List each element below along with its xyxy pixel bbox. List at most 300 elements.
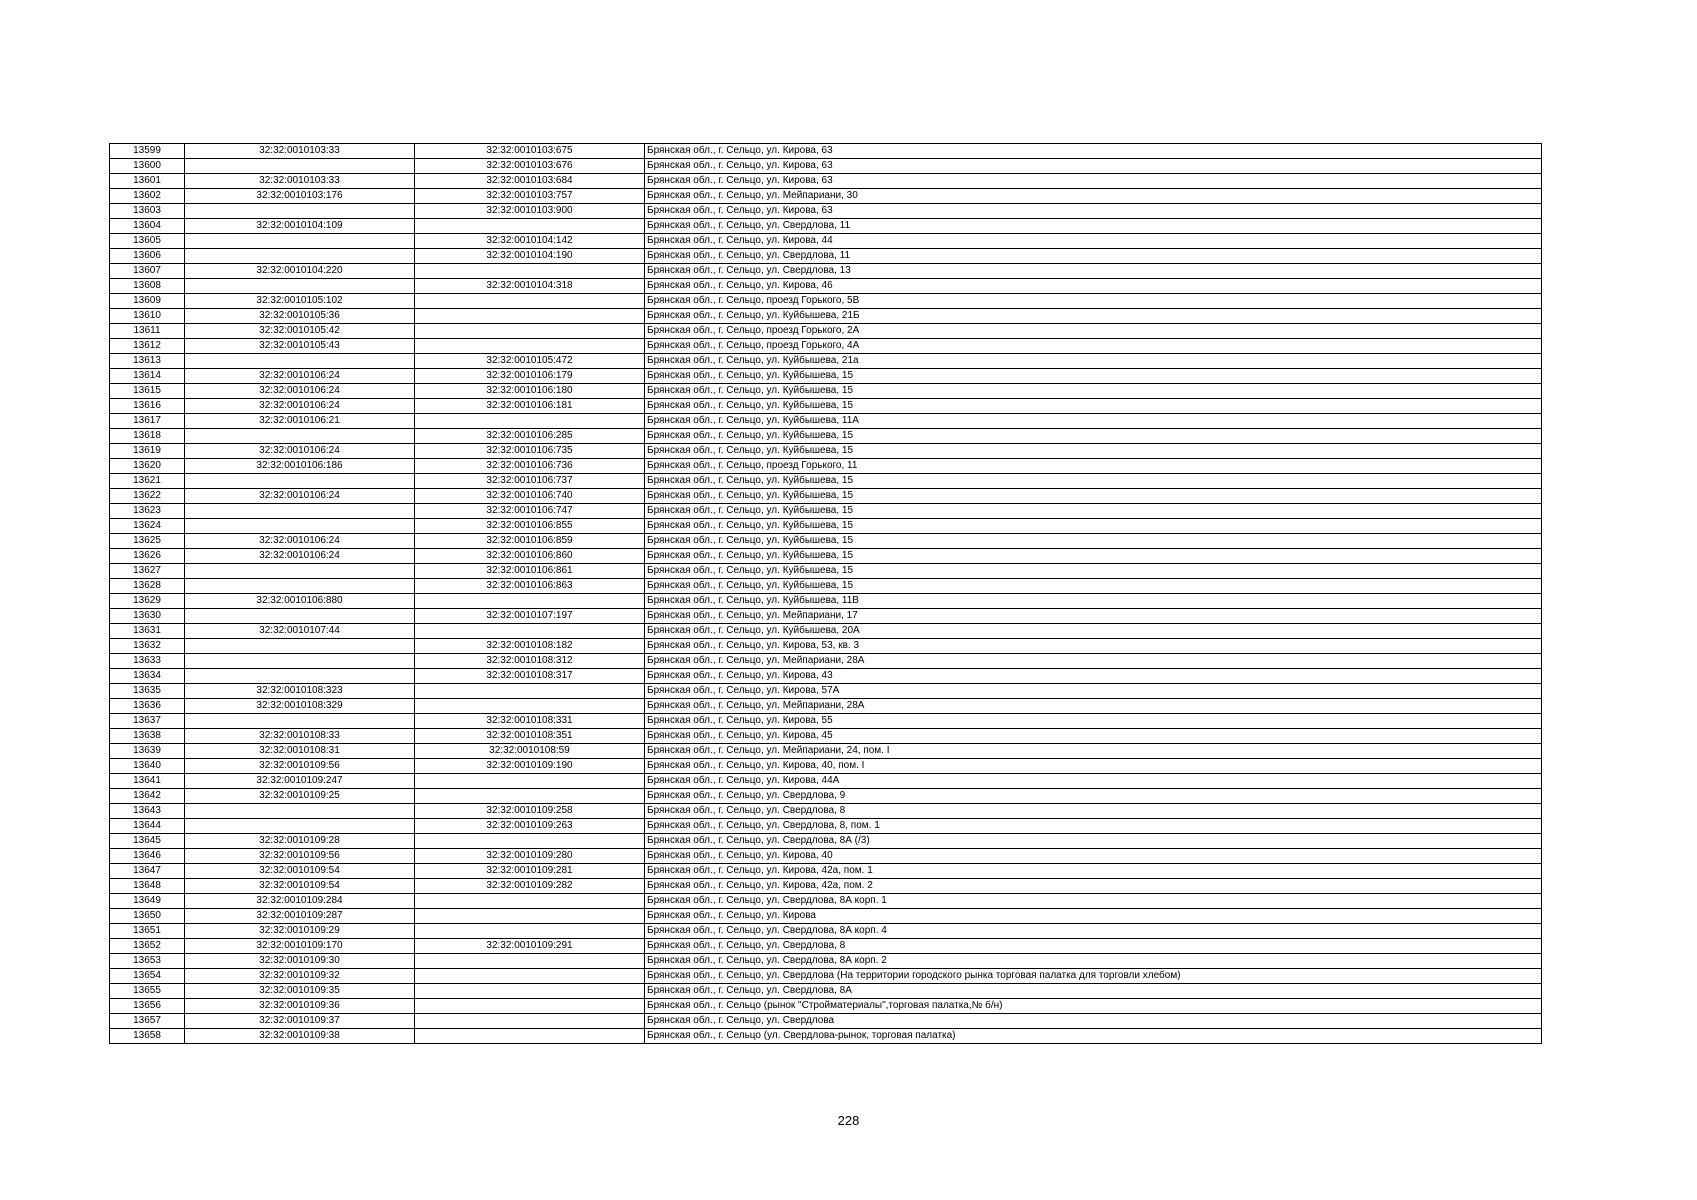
parcel-cadastral-cell: 32:32:0010108:33 [185,729,415,744]
object-cadastral-cell: 32:32:0010109:263 [415,819,645,834]
address-cell: Брянская обл., г. Сельцо, ул. Куйбышева, 15 [645,474,1542,489]
address-cell: Брянская обл., г. Сельцо, ул. Куйбышева, 15 [645,579,1542,594]
table-row [110,429,1542,444]
object-cadastral-cell [415,999,645,1014]
table-row [110,924,1542,939]
parcel-cadastral-cell [185,609,415,624]
row-number-cell: 13647 [110,864,185,879]
address-cell: Брянская обл., г. Сельцо, ул. Свердлова, 8А корп. 1 [645,894,1542,909]
object-cadastral-cell [415,684,645,699]
parcel-cadastral-cell: 32:32:0010109:36 [185,999,415,1014]
object-cadastral-cell [415,789,645,804]
row-number-cell: 13638 [110,729,185,744]
row-number-cell: 13640 [110,759,185,774]
parcel-cadastral-cell: 32:32:0010103:33 [185,144,415,159]
object-cadastral-cell: 32:32:0010109:281 [415,864,645,879]
object-cadastral-cell [415,219,645,234]
row-number-cell: 13637 [110,714,185,729]
object-cadastral-cell: 32:32:0010108:312 [415,654,645,669]
object-cadastral-cell: 32:32:0010109:282 [415,879,645,894]
object-cadastral-cell: 32:32:0010106:861 [415,564,645,579]
object-cadastral-cell [415,264,645,279]
row-number-cell: 13620 [110,459,185,474]
table-row [110,459,1542,474]
object-cadastral-cell: 32:32:0010108:317 [415,669,645,684]
object-cadastral-cell: 32:32:0010106:863 [415,579,645,594]
address-cell: Брянская обл., г. Сельцо, ул. Кирова [645,909,1542,924]
address-cell: Брянская обл., г. Сельцо, ул. Куйбышева, 15 [645,444,1542,459]
row-number-cell: 13599 [110,144,185,159]
table-row [110,189,1542,204]
table-row [110,984,1542,999]
address-cell: Брянская обл., г. Сельцо, ул. Куйбышева, 11А [645,414,1542,429]
table-row [110,504,1542,519]
address-cell: Брянская обл., г. Сельцо, ул. Кирова, 53, кв. 3 [645,639,1542,654]
table-row [110,144,1542,159]
parcel-cadastral-cell: 32:32:0010105:42 [185,324,415,339]
object-cadastral-cell: 32:32:0010107:197 [415,609,645,624]
row-number-cell: 13648 [110,879,185,894]
object-cadastral-cell: 32:32:0010106:859 [415,534,645,549]
object-cadastral-cell [415,894,645,909]
address-cell: Брянская обл., г. Сельцо, ул. Свердлова, 8 [645,939,1542,954]
table-row [110,729,1542,744]
table-row [110,564,1542,579]
table-row [110,1029,1542,1044]
row-number-cell: 13615 [110,384,185,399]
row-number-cell: 13609 [110,294,185,309]
row-number-cell: 13650 [110,909,185,924]
object-cadastral-cell: 32:32:0010106:736 [415,459,645,474]
parcel-cadastral-cell [185,564,415,579]
row-number-cell: 13627 [110,564,185,579]
address-cell: Брянская обл., г. Сельцо, ул. Свердлова, 11 [645,219,1542,234]
row-number-cell: 13601 [110,174,185,189]
address-cell: Брянская обл., г. Сельцо, ул. Свердлова, 8А (/3) [645,834,1542,849]
table-row [110,744,1542,759]
table-row [110,804,1542,819]
row-number-cell: 13618 [110,429,185,444]
table-row [110,669,1542,684]
address-cell: Брянская обл., г. Сельцо, ул. Свердлова, 9 [645,789,1542,804]
parcel-cadastral-cell: 32:32:0010108:323 [185,684,415,699]
row-number-cell: 13635 [110,684,185,699]
address-cell: Брянская обл., г. Сельцо, ул. Мейпариани, 30 [645,189,1542,204]
address-cell: Брянская обл., г. Сельцо, ул. Кирова, 63 [645,159,1542,174]
parcel-cadastral-cell: 32:32:0010104:220 [185,264,415,279]
object-cadastral-cell [415,1029,645,1044]
row-number-cell: 13607 [110,264,185,279]
object-cadastral-cell: 32:32:0010104:142 [415,234,645,249]
table-row [110,294,1542,309]
table-row [110,444,1542,459]
object-cadastral-cell: 32:32:0010103:675 [415,144,645,159]
parcel-cadastral-cell: 32:32:0010109:38 [185,1029,415,1044]
row-number-cell: 13646 [110,849,185,864]
row-number-cell: 13611 [110,324,185,339]
page-number: 228 [837,1113,860,1128]
row-number-cell: 13642 [110,789,185,804]
address-cell: Брянская обл., г. Сельцо, проезд Горького, 5В [645,294,1542,309]
registry-table [109,143,1542,1044]
object-cadastral-cell: 32:32:0010106:180 [415,384,645,399]
parcel-cadastral-cell: 32:32:0010109:28 [185,834,415,849]
parcel-cadastral-cell [185,804,415,819]
address-cell: Брянская обл., г. Сельцо, ул. Кирова, 42а, пом. 1 [645,864,1542,879]
registry-table-body [110,144,1542,1044]
row-number-cell: 13651 [110,924,185,939]
table-row [110,339,1542,354]
object-cadastral-cell: 32:32:0010105:472 [415,354,645,369]
row-number-cell: 13612 [110,339,185,354]
table-row [110,414,1542,429]
parcel-cadastral-cell: 32:32:0010106:24 [185,534,415,549]
row-number-cell: 13653 [110,954,185,969]
table-row [110,174,1542,189]
address-cell: Брянская обл., г. Сельцо (ул. Свердлова-рынок, торговая палатка) [645,1029,1542,1044]
object-cadastral-cell [415,324,645,339]
object-cadastral-cell: 32:32:0010103:684 [415,174,645,189]
object-cadastral-cell [415,1014,645,1029]
parcel-cadastral-cell: 32:32:0010106:880 [185,594,415,609]
address-cell: Брянская обл., г. Сельцо, ул. Кирова, 55 [645,714,1542,729]
parcel-cadastral-cell: 32:32:0010106:24 [185,549,415,564]
parcel-cadastral-cell [185,159,415,174]
parcel-cadastral-cell: 32:32:0010109:54 [185,864,415,879]
row-number-cell: 13622 [110,489,185,504]
object-cadastral-cell: 32:32:0010104:318 [415,279,645,294]
parcel-cadastral-cell [185,474,415,489]
table-row [110,774,1542,789]
parcel-cadastral-cell: 32:32:0010109:37 [185,1014,415,1029]
object-cadastral-cell [415,339,645,354]
object-cadastral-cell: 32:32:0010108:351 [415,729,645,744]
parcel-cadastral-cell [185,519,415,534]
address-cell: Брянская обл., г. Сельцо, ул. Кирова, 46 [645,279,1542,294]
parcel-cadastral-cell: 32:32:0010105:102 [185,294,415,309]
address-cell: Брянская обл., г. Сельцо, ул. Куйбышева, 21Б [645,309,1542,324]
object-cadastral-cell: 32:32:0010109:280 [415,849,645,864]
parcel-cadastral-cell: 32:32:0010103:176 [185,189,415,204]
table-row [110,969,1542,984]
parcel-cadastral-cell: 32:32:0010108:329 [185,699,415,714]
parcel-cadastral-cell: 32:32:0010105:36 [185,309,415,324]
table-row [110,549,1542,564]
table-row [110,204,1542,219]
table-row [110,954,1542,969]
table-row [110,684,1542,699]
row-number-cell: 13645 [110,834,185,849]
table-row [110,279,1542,294]
table-row [110,234,1542,249]
object-cadastral-cell [415,834,645,849]
address-cell: Брянская обл., г. Сельцо, ул. Кирова, 63 [645,144,1542,159]
parcel-cadastral-cell: 32:32:0010108:31 [185,744,415,759]
address-cell: Брянская обл., г. Сельцо, ул. Куйбышева, 15 [645,534,1542,549]
parcel-cadastral-cell: 32:32:0010104:109 [185,219,415,234]
object-cadastral-cell: 32:32:0010106:740 [415,489,645,504]
table-row [110,594,1542,609]
parcel-cadastral-cell: 32:32:0010107:44 [185,624,415,639]
row-number-cell: 13614 [110,369,185,384]
table-row [110,249,1542,264]
address-cell: Брянская обл., г. Сельцо, ул. Кирова, 63 [645,174,1542,189]
row-number-cell: 13606 [110,249,185,264]
object-cadastral-cell [415,624,645,639]
address-cell: Брянская обл., г. Сельцо, ул. Куйбышева, 15 [645,399,1542,414]
row-number-cell: 13656 [110,999,185,1014]
address-cell: Брянская обл., г. Сельцо, ул. Свердлова, 8, пом. 1 [645,819,1542,834]
address-cell: Брянская обл., г. Сельцо, ул. Свердлова (На территории городского рынка торговая палатка для торговли хлебом) [645,969,1542,984]
row-number-cell: 13624 [110,519,185,534]
object-cadastral-cell: 32:32:0010106:737 [415,474,645,489]
address-cell: Брянская обл., г. Сельцо, ул. Куйбышева, 15 [645,564,1542,579]
address-cell: Брянская обл., г. Сельцо, ул. Свердлова, 11 [645,249,1542,264]
row-number-cell: 13621 [110,474,185,489]
row-number-cell: 13636 [110,699,185,714]
object-cadastral-cell: 32:32:0010108:182 [415,639,645,654]
address-cell: Брянская обл., г. Сельцо, ул. Куйбышева, 15 [645,549,1542,564]
table-row [110,759,1542,774]
parcel-cadastral-cell: 32:32:0010103:33 [185,174,415,189]
object-cadastral-cell: 32:32:0010103:757 [415,189,645,204]
row-number-cell: 13602 [110,189,185,204]
parcel-cadastral-cell: 32:32:0010106:24 [185,384,415,399]
table-row [110,384,1542,399]
row-number-cell: 13644 [110,819,185,834]
parcel-cadastral-cell: 32:32:0010109:247 [185,774,415,789]
object-cadastral-cell [415,954,645,969]
row-number-cell: 13634 [110,669,185,684]
parcel-cadastral-cell: 32:32:0010109:25 [185,789,415,804]
object-cadastral-cell [415,594,645,609]
object-cadastral-cell: 32:32:0010106:181 [415,399,645,414]
table-row [110,159,1542,174]
table-row [110,489,1542,504]
object-cadastral-cell [415,294,645,309]
row-number-cell: 13608 [110,279,185,294]
object-cadastral-cell: 32:32:0010106:747 [415,504,645,519]
row-number-cell: 13630 [110,609,185,624]
address-cell: Брянская обл., г. Сельцо, ул. Куйбышева, 15 [645,519,1542,534]
row-number-cell: 13613 [110,354,185,369]
table-row [110,264,1542,279]
address-cell: Брянская обл., г. Сельцо, ул. Куйбышева, 15 [645,369,1542,384]
address-cell: Брянская обл., г. Сельцо, ул. Куйбышева, 15 [645,384,1542,399]
parcel-cadastral-cell [185,714,415,729]
parcel-cadastral-cell: 32:32:0010109:284 [185,894,415,909]
address-cell: Брянская обл., г. Сельцо, ул. Кирова, 43 [645,669,1542,684]
table-row [110,579,1542,594]
table-row [110,999,1542,1014]
row-number-cell: 13603 [110,204,185,219]
row-number-cell: 13616 [110,399,185,414]
parcel-cadastral-cell [185,429,415,444]
address-cell: Брянская обл., г. Сельцо, ул. Мейпариани, 24, пом. I [645,744,1542,759]
table-row [110,309,1542,324]
object-cadastral-cell [415,699,645,714]
table-row [110,399,1542,414]
row-number-cell: 13610 [110,309,185,324]
object-cadastral-cell: 32:32:0010104:190 [415,249,645,264]
table-row [110,609,1542,624]
object-cadastral-cell: 32:32:0010106:855 [415,519,645,534]
row-number-cell: 13628 [110,579,185,594]
table-row [110,864,1542,879]
address-cell: Брянская обл., г. Сельцо, ул. Свердлова, 13 [645,264,1542,279]
address-cell: Брянская обл., г. Сельцо, ул. Кирова, 44А [645,774,1542,789]
parcel-cadastral-cell [185,639,415,654]
address-cell: Брянская обл., г. Сельцо, ул. Мейпариани, 17 [645,609,1542,624]
table-row [110,519,1542,534]
address-cell: Брянская обл., г. Сельцо, ул. Свердлова [645,1014,1542,1029]
parcel-cadastral-cell [185,669,415,684]
address-cell: Брянская обл., г. Сельцо, проезд Горького, 4А [645,339,1542,354]
address-cell: Брянская обл., г. Сельцо, ул. Кирова, 63 [645,204,1542,219]
parcel-cadastral-cell [185,249,415,264]
parcel-cadastral-cell: 32:32:0010106:24 [185,369,415,384]
address-cell: Брянская обл., г. Сельцо, проезд Горького, 2А [645,324,1542,339]
table-row [110,654,1542,669]
address-cell: Брянская обл., г. Сельцо, ул. Кирова, 57А [645,684,1542,699]
parcel-cadastral-cell: 32:32:0010106:21 [185,414,415,429]
object-cadastral-cell: 32:32:0010108:59 [415,744,645,759]
table-row [110,369,1542,384]
object-cadastral-cell: 32:32:0010106:179 [415,369,645,384]
parcel-cadastral-cell: 32:32:0010109:56 [185,849,415,864]
object-cadastral-cell: 32:32:0010103:900 [415,204,645,219]
parcel-cadastral-cell [185,654,415,669]
row-number-cell: 13657 [110,1014,185,1029]
row-number-cell: 13625 [110,534,185,549]
parcel-cadastral-cell [185,579,415,594]
parcel-cadastral-cell: 32:32:0010106:24 [185,399,415,414]
address-cell: Брянская обл., г. Сельцо, ул. Свердлова, 8А корп. 4 [645,924,1542,939]
row-number-cell: 13605 [110,234,185,249]
table-row [110,879,1542,894]
address-cell: Брянская обл., г. Сельцо, ул. Свердлова, 8 [645,804,1542,819]
row-number-cell: 13652 [110,939,185,954]
object-cadastral-cell: 32:32:0010108:331 [415,714,645,729]
parcel-cadastral-cell [185,204,415,219]
object-cadastral-cell [415,774,645,789]
row-number-cell: 13604 [110,219,185,234]
address-cell: Брянская обл., г. Сельцо, ул. Куйбышева, 21а [645,354,1542,369]
address-cell: Брянская обл., г. Сельцо, ул. Кирова, 42а, пом. 2 [645,879,1542,894]
table-row [110,219,1542,234]
object-cadastral-cell: 32:32:0010109:190 [415,759,645,774]
address-cell: Брянская обл., г. Сельцо, ул. Кирова, 40, пом. I [645,759,1542,774]
address-cell: Брянская обл., г. Сельцо, ул. Куйбышева, 15 [645,504,1542,519]
parcel-cadastral-cell [185,819,415,834]
table-row [110,534,1542,549]
table-row [110,939,1542,954]
address-cell: Брянская обл., г. Сельцо, ул. Куйбышева, 20А [645,624,1542,639]
row-number-cell: 13629 [110,594,185,609]
table-row [110,354,1542,369]
table-row [110,714,1542,729]
object-cadastral-cell: 32:32:0010109:291 [415,939,645,954]
object-cadastral-cell [415,924,645,939]
object-cadastral-cell [415,309,645,324]
row-number-cell: 13631 [110,624,185,639]
row-number-cell: 13639 [110,744,185,759]
table-row [110,849,1542,864]
address-cell: Брянская обл., г. Сельцо, ул. Свердлова, 8А корп. 2 [645,954,1542,969]
parcel-cadastral-cell: 32:32:0010105:43 [185,339,415,354]
object-cadastral-cell [415,984,645,999]
parcel-cadastral-cell [185,354,415,369]
address-cell: Брянская обл., г. Сельцо, ул. Мейпариани, 28А [645,699,1542,714]
parcel-cadastral-cell: 32:32:0010109:287 [185,909,415,924]
address-cell: Брянская обл., г. Сельцо, проезд Горького, 11 [645,459,1542,474]
object-cadastral-cell: 32:32:0010106:285 [415,429,645,444]
address-cell: Брянская обл., г. Сельцо, ул. Кирова, 45 [645,729,1542,744]
object-cadastral-cell [415,414,645,429]
table-row [110,1014,1542,1029]
row-number-cell: 13617 [110,414,185,429]
parcel-cadastral-cell: 32:32:0010106:186 [185,459,415,474]
row-number-cell: 13641 [110,774,185,789]
object-cadastral-cell: 32:32:0010103:676 [415,159,645,174]
row-number-cell: 13655 [110,984,185,999]
row-number-cell: 13626 [110,549,185,564]
address-cell: Брянская обл., г. Сельцо, ул. Куйбышева, 15 [645,429,1542,444]
row-number-cell: 13654 [110,969,185,984]
parcel-cadastral-cell: 32:32:0010106:24 [185,444,415,459]
row-number-cell: 13643 [110,804,185,819]
row-number-cell: 13623 [110,504,185,519]
table-row [110,834,1542,849]
parcel-cadastral-cell [185,504,415,519]
table-row [110,699,1542,714]
row-number-cell: 13600 [110,159,185,174]
row-number-cell: 13619 [110,444,185,459]
parcel-cadastral-cell: 32:32:0010106:24 [185,489,415,504]
table-row [110,894,1542,909]
parcel-cadastral-cell: 32:32:0010109:35 [185,984,415,999]
address-cell: Брянская обл., г. Сельцо, ул. Кирова, 40 [645,849,1542,864]
row-number-cell: 13649 [110,894,185,909]
table-row [110,324,1542,339]
row-number-cell: 13633 [110,654,185,669]
address-cell: Брянская обл., г. Сельцо (рынок "Стройматериалы",торговая палатка,№ б/н) [645,999,1542,1014]
object-cadastral-cell: 32:32:0010106:860 [415,549,645,564]
parcel-cadastral-cell: 32:32:0010109:56 [185,759,415,774]
parcel-cadastral-cell: 32:32:0010109:170 [185,939,415,954]
address-cell: Брянская обл., г. Сельцо, ул. Куйбышева, 15 [645,489,1542,504]
address-cell: Брянская обл., г. Сельцо, ул. Кирова, 44 [645,234,1542,249]
row-number-cell: 13632 [110,639,185,654]
table-row [110,819,1542,834]
object-cadastral-cell [415,909,645,924]
parcel-cadastral-cell: 32:32:0010109:32 [185,969,415,984]
parcel-cadastral-cell: 32:32:0010109:54 [185,879,415,894]
parcel-cadastral-cell [185,279,415,294]
object-cadastral-cell: 32:32:0010106:735 [415,444,645,459]
table-row [110,474,1542,489]
table-row [110,909,1542,924]
parcel-cadastral-cell: 32:32:0010109:30 [185,954,415,969]
address-cell: Брянская обл., г. Сельцо, ул. Куйбышева, 11В [645,594,1542,609]
parcel-cadastral-cell: 32:32:0010109:29 [185,924,415,939]
table-row [110,789,1542,804]
table-row [110,639,1542,654]
row-number-cell: 13658 [110,1029,185,1044]
object-cadastral-cell [415,969,645,984]
table-row [110,624,1542,639]
address-cell: Брянская обл., г. Сельцо, ул. Свердлова, 8А [645,984,1542,999]
